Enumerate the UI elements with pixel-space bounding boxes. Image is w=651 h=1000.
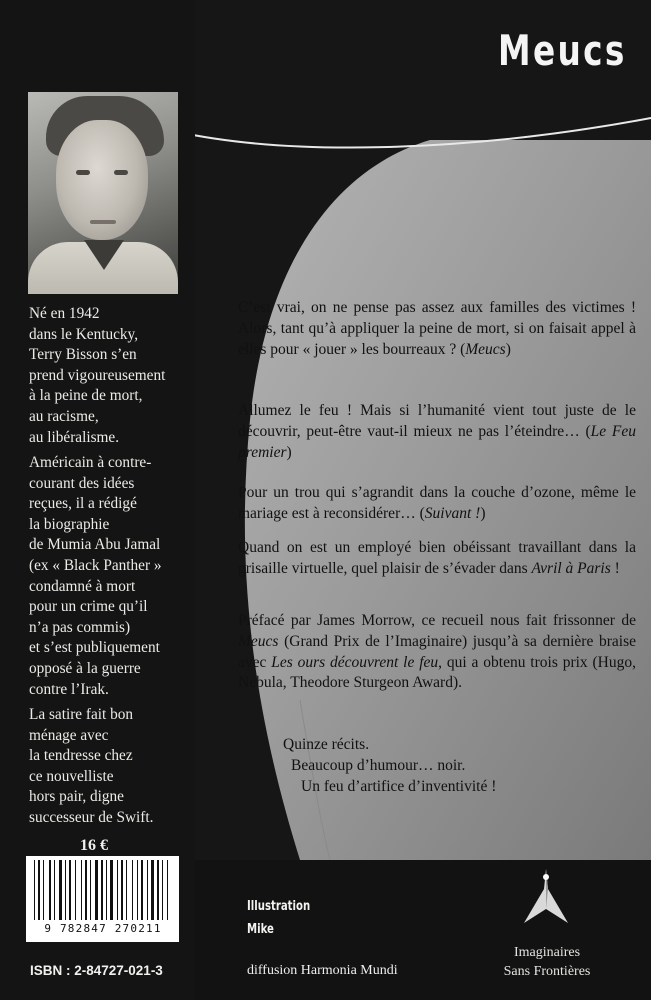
book-title: Meucs bbox=[498, 26, 627, 75]
barcode bbox=[26, 856, 179, 942]
publisher-name-line-1: Imaginaires bbox=[513, 945, 581, 960]
bio-paragraph-2: Américain à contre- courant des idées reçues, il a rédigé la biographie de Mumia Abu Jamal (ex « Black Panther » condamné à mort pour un crime qu’il n’a pas commis) et s’est publiquement opposé à la guerre contre l’Irak. bbox=[29, 454, 162, 698]
blurb-paragraph-3: Pour un trou qui s’agrandit dans la couche d’ozone, même le mariage est à reconsidérer… (Suivant !) bbox=[238, 484, 636, 522]
closing-line-3: Un feu d’artifice d’inventivité ! bbox=[301, 778, 497, 795]
author-photo bbox=[28, 92, 178, 294]
price-label: 16 € bbox=[80, 837, 108, 854]
illustrator-name: Mike bbox=[247, 922, 274, 937]
diffusion-label: diffusion Harmonia Mundi bbox=[247, 963, 398, 978]
barcode-bars bbox=[32, 860, 173, 922]
publisher-logo-icon bbox=[520, 865, 572, 929]
publisher-name-line-2: Sans Frontières bbox=[503, 964, 591, 979]
closing-line-1: Quinze récits. bbox=[283, 736, 370, 753]
bio-paragraph-1: Né en 1942 dans le Kentucky, Terry Bisson s’en prend vigoureusement à la peine de mort, au racisme, au libéralisme. bbox=[29, 305, 166, 446]
isbn-label: ISBN : 2-84727-021-3 bbox=[30, 963, 163, 978]
blurb-paragraph-2: Allumez le feu ! Mais si l’humanité vient tout juste de le découvrir, peut-être vaut-il mieux ne pas l’éteindre… (Le Feu premier) bbox=[238, 402, 636, 461]
illustration-label: Illustration bbox=[247, 899, 311, 914]
blurb-paragraph-4: Quand on est un employé bien obéissant travaillant dans la grisaille virtuelle, quel plaisir de s’évader dans Avril à Paris ! bbox=[238, 539, 636, 577]
barcode-digits: 9 782847 270211 bbox=[44, 922, 162, 935]
blurb-paragraph-1: C’est vrai, on ne pense pas assez aux familles des victimes ! Alors, tant qu’à appliquer la peine de mort, si on faisait appel à elles pour « jouer » les bourreaux ? (Meucs) bbox=[238, 299, 636, 358]
bio-paragraph-3: La satire fait bon ménage avec la tendresse chez ce nouvelliste hors pair, digne successeur de Swift. bbox=[29, 706, 154, 826]
closing-line-2: Beaucoup d’humour… noir. bbox=[291, 757, 466, 774]
blurb-paragraph-5: Préfacé par James Morrow, ce recueil nous fait frissonner de Meucs (Grand Prix de l’Imaginaire) jusqu’à sa dernière braise avec Les ours découvrent le feu, qui a obtenu trois prix (Hugo, Nebula, Theodore Sturgeon Award). bbox=[238, 612, 637, 692]
